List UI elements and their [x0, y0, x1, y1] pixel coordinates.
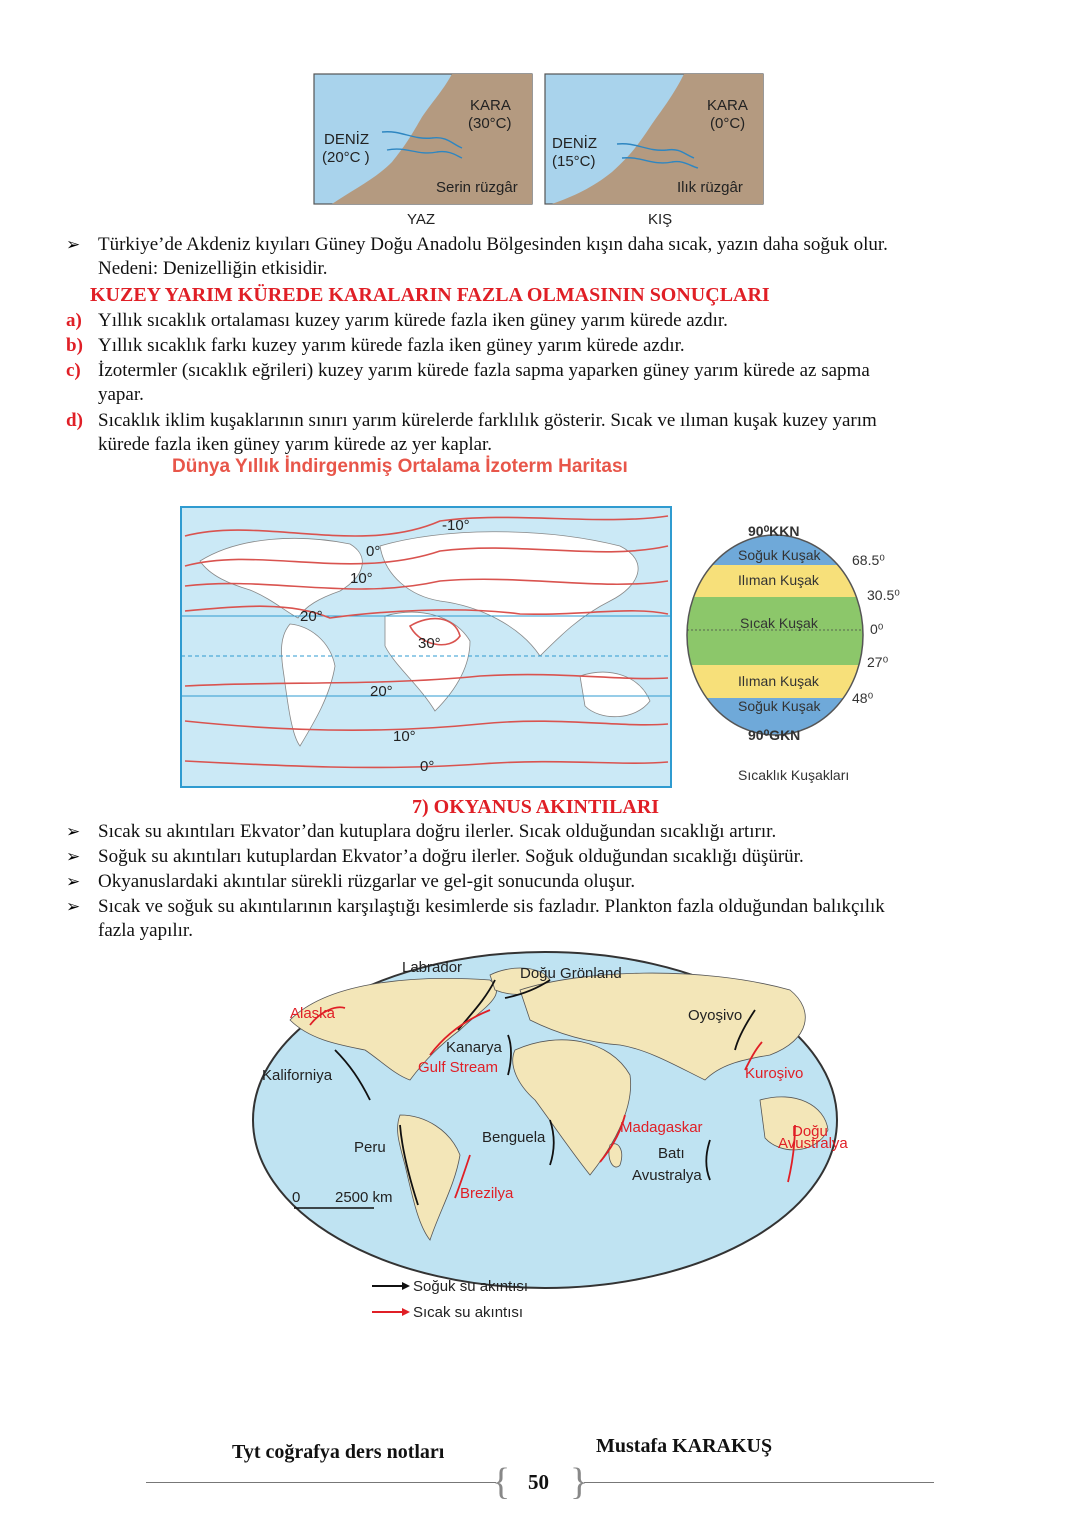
- section1-title: KUZEY YARIM KÜREDE KARALARIN FAZLA OLMASININ SONUÇLARI: [90, 284, 770, 306]
- page-number: 50: [528, 1470, 549, 1494]
- list-marker: a): [66, 310, 82, 331]
- north-pole-label: 90⁰KKN: [748, 523, 800, 539]
- page-brace-left: {: [492, 1461, 511, 1503]
- isotherm-label: -10°: [442, 517, 470, 534]
- list-item: İzotermler (sıcaklık eğrileri) kuzey yarım kürede fazla sapma yaparken güney yarım kürede az sapma: [98, 360, 870, 381]
- list-item: Sıcaklık iklim kuşaklarının sınırı yarım kürelerde farklılık gösterir. Sıcak ve ılıman kuşak kuzey yarım: [98, 410, 877, 431]
- isotherm-label: 0°: [420, 758, 435, 775]
- list-marker: c): [66, 360, 81, 381]
- bullet-text-cont: fazla yapılır.: [98, 920, 193, 941]
- bullet-arrow: ➢: [66, 847, 81, 866]
- current-label-warm: Gulf Stream: [418, 1059, 499, 1076]
- footer-right: Mustafa KARAKUŞ: [596, 1435, 773, 1457]
- bullet-text: Okyanuslardaki akıntılar sürekli rüzgarlar ve gel-git sonucunda oluşur.: [98, 871, 636, 892]
- current-label-cold: Benguela: [482, 1129, 546, 1146]
- isotherm-label: 10°: [393, 728, 416, 745]
- legend-cold-label: Soğuk su akıntısı: [413, 1278, 529, 1295]
- isotherm-label: 10°: [350, 570, 373, 587]
- zone-label: Ilıman Kuşak: [738, 673, 819, 689]
- zone-label: Soğuk Kuşak: [738, 698, 821, 714]
- bullet-arrow: ➢: [66, 822, 81, 841]
- list-item-cont: kürede fazla iken güney yarım kürede az yer kaplar.: [98, 434, 493, 455]
- bullet-text: Soğuk su akıntıları kutuplardan Ekvator’a doğru ilerler. Soğuk olduğundan sıcaklığı düşürür.: [98, 846, 804, 867]
- current-label-warm: Brezilya: [460, 1185, 514, 1202]
- ocean-currents-map: [250, 950, 848, 1330]
- zone-degree: 27⁰: [867, 654, 889, 670]
- zone-degree: 30.5⁰: [867, 587, 900, 603]
- winter-wind-label: Ilık rüzgâr: [677, 179, 743, 196]
- summer-sea-label: DENİZ: [324, 131, 369, 148]
- list-marker: d): [66, 410, 83, 431]
- zone-label: Sıcak Kuşak: [740, 615, 818, 631]
- footer-divider-left: [146, 1482, 496, 1483]
- bullet-text: Sıcak ve soğuk su akıntılarının karşılaştığı kesimlerde sis fazladır. Plankton fazla olduğundan balıkçılık: [98, 896, 885, 917]
- page-brace-right: }: [570, 1461, 589, 1503]
- summer-sea-temp: (20°C ): [322, 149, 370, 166]
- zone-label: Soğuk Kuşak: [738, 547, 821, 563]
- isotherm-label: 20°: [300, 608, 323, 625]
- bullet-arrow: ➢: [66, 897, 81, 916]
- current-label-cold: Avustralya: [632, 1167, 702, 1184]
- isotherm-label: 0°: [366, 543, 381, 560]
- summer-land-label: KARA: [470, 97, 511, 114]
- temperature-zones-diagram: [680, 520, 910, 790]
- sea-land-figure: [312, 72, 768, 232]
- legend-warm-label: Sıcak su akıntısı: [413, 1304, 524, 1321]
- bullet-arrow: ➢: [66, 235, 81, 254]
- isotherm-label: 30°: [418, 635, 441, 652]
- current-label-cold: Labrador: [402, 959, 463, 976]
- current-label-cold: Kaliforniya: [262, 1067, 333, 1084]
- winter-land-temp: (0°C): [710, 115, 746, 132]
- list-marker: b): [66, 335, 83, 356]
- winter-land-label: KARA: [707, 97, 748, 114]
- south-pole-label: 90⁰GKN: [748, 727, 801, 743]
- note1-line2: Nedeni: Denizelliğin etkisidir.: [98, 258, 328, 279]
- summer-panel: [314, 74, 532, 228]
- isotherm-map-title: Dünya Yıllık İndirgenmiş Ortalama İzoterm Haritası: [172, 456, 628, 477]
- current-label-cold: Oyoşivo: [688, 1007, 743, 1024]
- summer-land-temp: (30°C): [468, 115, 512, 132]
- winter-panel: [545, 74, 763, 228]
- zones-caption: Sıcaklık Kuşakları: [738, 767, 850, 783]
- isotherm-label: 20°: [370, 683, 393, 700]
- current-label-warm: Doğu: [792, 1123, 828, 1140]
- winter-sea-label: DENİZ: [552, 135, 597, 152]
- current-label-cold: Peru: [354, 1139, 386, 1156]
- list-item: Yıllık sıcaklık ortalaması kuzey yarım kürede fazla iken güney yarım kürede azdır.: [98, 310, 728, 331]
- zone-degree: 68.5⁰: [852, 552, 885, 568]
- footer-left: Tyt coğrafya ders notları: [232, 1441, 445, 1463]
- scale-start: 0: [292, 1189, 301, 1206]
- winter-caption: KIŞ: [648, 211, 673, 228]
- summer-caption: YAZ: [407, 211, 436, 228]
- footer-divider-right: [584, 1482, 934, 1483]
- list-item: Yıllık sıcaklık farkı kuzey yarım kürede fazla iken güney yarım kürede azdır.: [98, 335, 685, 356]
- current-label-cold: Kanarya: [446, 1039, 502, 1056]
- current-label-warm: Madagaskar: [620, 1119, 703, 1136]
- list-item-cont: yapar.: [98, 384, 144, 405]
- bullet-text: Sıcak su akıntıları Ekvator’dan kutuplara doğru ilerler. Sıcak olduğundan sıcaklığı artırır.: [98, 821, 777, 842]
- current-label-cold: Doğu Grönland: [520, 965, 622, 982]
- bullet-arrow: ➢: [66, 872, 81, 891]
- winter-sea-temp: (15°C): [552, 153, 596, 170]
- current-label-warm: Alaska: [290, 1005, 336, 1022]
- isotherm-map: [180, 506, 674, 790]
- current-label-cold: Batı: [658, 1145, 685, 1162]
- scale-end: 2500 km: [335, 1189, 393, 1206]
- zone-degree: 0⁰: [870, 621, 884, 637]
- section2-title: 7) OKYANUS AKINTILARI: [412, 796, 660, 818]
- current-label-warm: Kuroşivo: [745, 1065, 804, 1082]
- zone-degree: 48⁰: [852, 690, 874, 706]
- current-label-warm: Avustralya: [778, 1135, 848, 1152]
- note1-line1: Türkiye’de Akdeniz kıyıları Güney Doğu Anadolu Bölgesinden kışın daha sıcak, yazın daha soğuk olur.: [98, 234, 888, 255]
- summer-wind-label: Serin rüzgâr: [436, 179, 518, 196]
- zone-label: Ilıman Kuşak: [738, 572, 819, 588]
